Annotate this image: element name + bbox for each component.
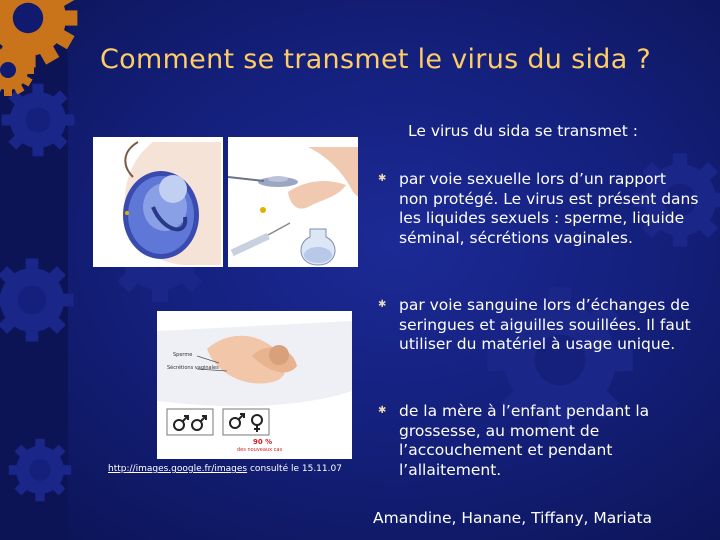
label-sperme: Sperme [173, 352, 193, 358]
slide-subtitle: Le virus du sida se transmet : [408, 122, 638, 140]
bullet-text: de la mère à l’enfant pendant la grossesse, au moment de l’accouchement et pendant l’allaitement. [399, 402, 650, 479]
label-secretions: Sécrétions vaginales [167, 365, 219, 371]
couple-image [157, 311, 352, 459]
bullet-text: par voie sanguine lors d’échanges de seringues et aiguilles souillées. Il faut utiliser du matériel à usage unique. [399, 296, 691, 353]
slide-title: Comment se transmet le virus du sida ? [100, 44, 652, 75]
syringe-image [228, 137, 358, 267]
image-source [108, 464, 342, 474]
percent-label: 90 % [253, 438, 273, 446]
source-link[interactable]: http://images.google.fr/images [108, 464, 248, 474]
authors: Amandine, Hanane, Tiffany, Mariata [373, 509, 653, 527]
bullet-icon: ✱ [378, 173, 387, 184]
bullet-icon: ✱ [378, 405, 387, 416]
source-date: consulté le 15.11.07 [247, 464, 342, 474]
pregnancy-image [93, 137, 223, 267]
bullet-icon: ✱ [378, 299, 387, 310]
female-male-icon [223, 409, 269, 435]
male-male-icon [167, 409, 213, 435]
bullet-text: par voie sexuelle lors d’un rapport non protégé. Le virus est présent dans les liquides sexuels : sperme, liquide séminal, sécrétions vaginales. [399, 170, 699, 247]
cases-label: des nouveaux cas [237, 447, 283, 453]
